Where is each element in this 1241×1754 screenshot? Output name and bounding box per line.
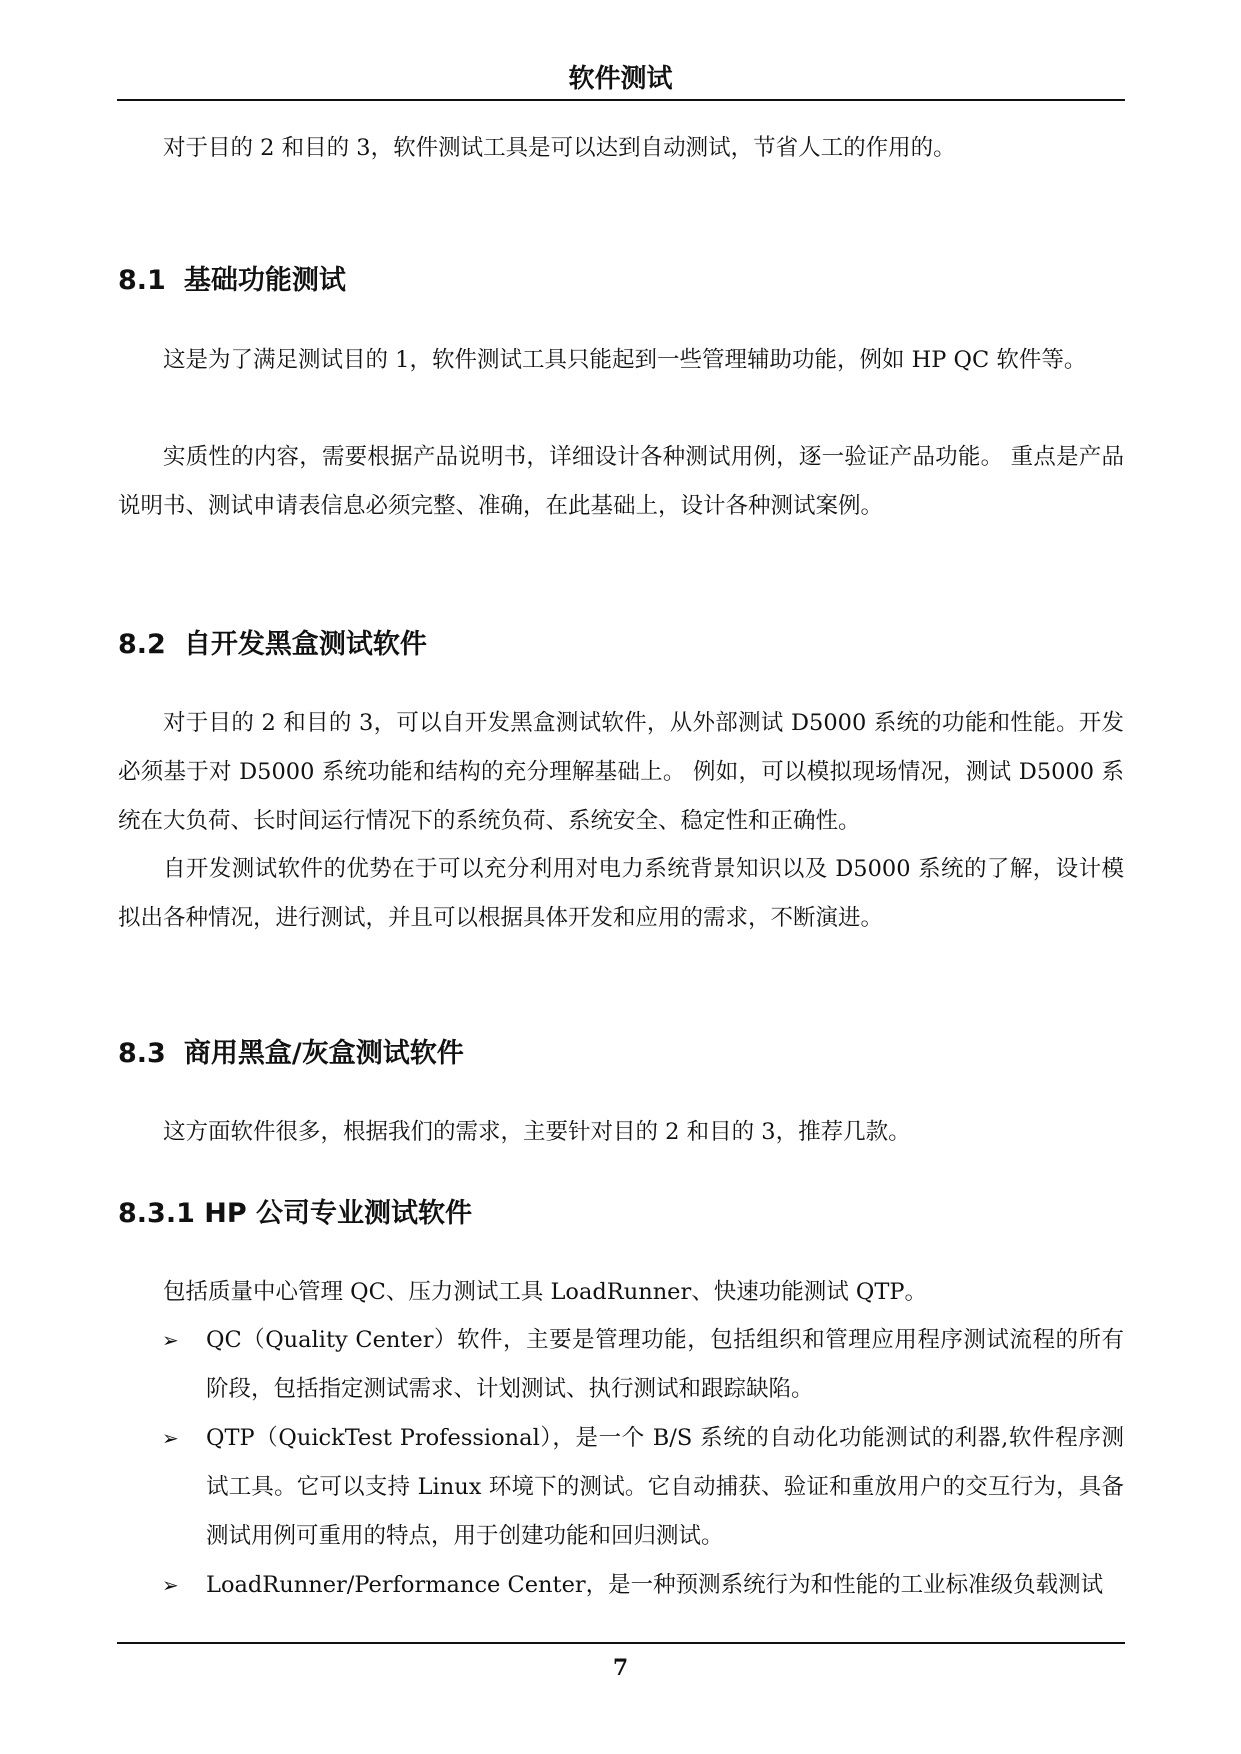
section-title: 自开发黑盒测试软件 <box>183 629 427 660</box>
bullet-text: QTP（QuickTest Professional），是一个 B/S 系统的自动化功能测试的利器,软件程序测试工具。它可以支持 Linux 环境下的测试。它自动捕获、验证和重放用户的交互行为，具备测试用例可重用的特点，用于创建功能和回归测试。 <box>206 1425 1124 1549</box>
bullet-item-qtp <box>162 1414 1124 1561</box>
page-header-title: 软件测试 <box>568 64 673 94</box>
section-heading-8-2 <box>118 622 427 661</box>
section-number: 8.2 <box>118 629 166 660</box>
section-number: 8.1 <box>118 265 166 296</box>
paragraph: 包括质量中心管理 QC、压力测试工具 LoadRunner、快速功能测试 QTP。 <box>163 1279 928 1305</box>
section-number: 8.3 <box>118 1038 166 1069</box>
paragraph: 对于目的 2 和目的 3，可以自开发黑盒测试软件，从外部测试 D5000 系统的功能和性能。开发必须基于对 D5000 系统功能和结构的充分理解基础上。 例如，可以模拟现场情况，测试 D5000 系统在大负荷、长时间运行情况下的系统负荷、系统安全、稳定性和正确性。 <box>118 710 1124 834</box>
paragraph: 自开发测试软件的优势在于可以充分利用对电力系统背景知识以及 D5000 系统的了解，设计模拟出各种情况，进行测试，并且可以根据具体开发和应用的需求，不断演进。 <box>118 856 1124 931</box>
section-heading-8-1 <box>118 258 346 297</box>
paragraph: 实质性的内容，需要根据产品说明书，详细设计各种测试用例，逐一验证产品功能。 重点是产品说明书、测试申请表信息必须完整、准确，在此基础上，设计各种测试案例。 <box>118 444 1124 519</box>
section-title: 商用黑盒/灰盒测试软件 <box>183 1038 464 1069</box>
page-number: 7 <box>612 1655 629 1681</box>
paragraph: 这方面软件很多，根据我们的需求，主要针对目的 2 和目的 3，推荐几款。 <box>163 1119 911 1145</box>
bullet-item-qc <box>162 1316 1124 1414</box>
section-heading-8-3 <box>118 1031 464 1070</box>
footer-rule <box>117 1642 1125 1644</box>
bullet-text: LoadRunner/Performance Center，是一种预测系统行为和性能的工业标准级负载测试 <box>206 1572 1104 1598</box>
header-rule <box>117 99 1125 101</box>
bullet-arrow-icon: ➢ <box>162 1573 179 1597</box>
bullet-arrow-icon: ➢ <box>162 1426 179 1450</box>
subsection-heading-8-3-1: 8.3.1 HP 公司专业测试软件 <box>118 1198 473 1229</box>
section-title: 基础功能测试 <box>183 265 346 296</box>
bullet-item-loadrunner <box>162 1561 1124 1610</box>
intro-paragraph: 对于目的 2 和目的 3，软件测试工具是可以达到自动测试，节省人工的作用的。 <box>163 135 956 161</box>
bullet-arrow-icon: ➢ <box>162 1328 179 1352</box>
bullet-text: QC（Quality Center）软件，主要是管理功能，包括组织和管理应用程序测试流程的所有阶段，包括指定测试需求、计划测试、执行测试和跟踪缺陷。 <box>206 1327 1124 1402</box>
paragraph: 这是为了满足测试目的 1，软件测试工具只能起到一些管理辅助功能，例如 HP QC 软件等。 <box>163 347 1087 373</box>
